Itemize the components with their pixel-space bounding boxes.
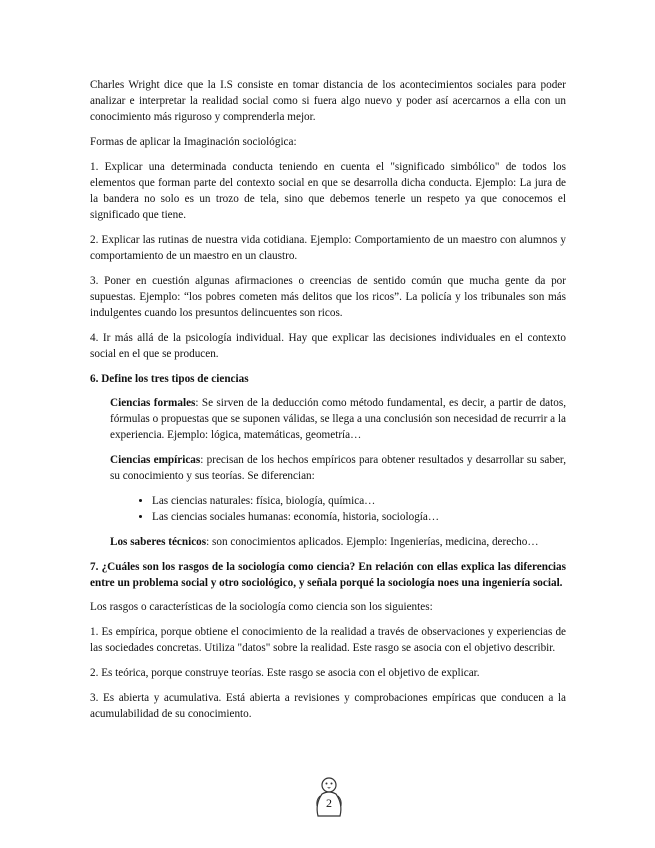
ciencias-empiricas-paragraph <box>110 452 566 484</box>
forma-item-1: 1. Explicar una determinada conducta teniendo en cuenta el "significado simbólico" de todos los elementos que forman parte del contexto social en que se desarrolla dicha conducta. Ejemplo: La jura de la bandera no solo es un trozo de tela, sino que debemos tenerle un respeto ya que conocemos el significado que tiene. <box>90 161 566 221</box>
intro-paragraph: Charles Wright dice que la I.S consiste en tomar distancia de los acontecimientos sociales para poder analizar e interpretar la realidad social como si fuera algo nuevo y poder así acercarnos a ella con un conocimiento más riguroso y comprenderla mejor. <box>90 79 566 123</box>
page-number: 2 <box>326 796 332 810</box>
rasgo-3: 3. Es abierta y acumulativa. Está abierta a revisiones y comprobaciones empíricas que conducen a la acumulabilidad de su conocimiento. <box>90 692 566 720</box>
saberes-tecnicos-paragraph <box>110 534 566 550</box>
forma-item-3: 3. Poner en cuestión algunas afirmaciones o creencias de sentido común que mucha gente da por supuestas. Ejemplo: “los pobres cometen más delitos que los ricos”. La policía y los tribunales son más indulgentes cuando los presuntos delincuentes son ricos. <box>90 275 566 319</box>
ciencias-formales-paragraph <box>110 395 566 443</box>
forma-item-4: 4. Ir más allá de la psicología individual. Hay que explicar las decisiones individuales en el contexto social en el que se producen. <box>90 332 566 360</box>
ciencias-empiricas-term: Ciencias empíricas <box>110 454 201 466</box>
document-body <box>90 77 566 731</box>
ciencias-formales-term: Ciencias formales <box>110 397 196 409</box>
formas-heading: Formas de aplicar la Imaginación sociológica: <box>90 136 297 148</box>
rasgo-1: 1. Es empírica, porque obtiene el conocimiento de la realidad a través de observaciones y experiencias de las sociedades concretas. Utiliza "datos" sobre la realidad. Este rasgo se asocia con el objetivo describir. <box>90 626 566 654</box>
list-item: • Las ciencias sociales humanas: economía, historia, sociología… <box>152 509 566 525</box>
page-footer <box>312 776 346 818</box>
ciencias-formales-text: : Se sirven de la deducción como método fundamental, es decir, a partir de datos, fórmulas o propuestas que se suponen válidas, se llega a una conclusión son necesidad de recurrir a la experiencia. Ejemplo: lógica, matemáticas, geometría… <box>110 397 566 441</box>
ciencias-list <box>130 493 566 525</box>
question-7-heading: 7. ¿Cuáles son los rasgos de la sociología como ciencia? En relación con ellas explica las diferencias entre un problema social y otro sociológico, y señala porqué la sociología noes una ingeniería social. <box>90 561 566 589</box>
saberes-tecnicos-text: : son conocimientos aplicados. Ejemplo: Ingenierías, medicina, derecho… <box>206 536 539 548</box>
question-6-heading: 6. Define los tres tipos de ciencias <box>90 373 249 385</box>
forma-item-2: 2. Explicar las rutinas de nuestra vida cotidiana. Ejemplo: Comportamiento de un maestro con alumnos y comportamiento de un maestro en un claustro. <box>90 234 566 262</box>
list-item: • Las ciencias naturales: física, biología, química… <box>152 493 566 509</box>
saberes-tecnicos-term: Los saberes técnicos <box>110 536 207 548</box>
rasgos-intro: Los rasgos o características de la sociología como ciencia son los siguientes: <box>90 601 433 613</box>
rasgo-2: 2. Es teórica, porque construye teorías. Este rasgo se asocia con el objetivo de explicar. <box>90 667 480 679</box>
ciencias-empiricas-text: : precisan de los hechos empíricos para obtener resultados y desarrollar su saber, su conocimiento y sus teorías. Se diferencian: <box>110 454 566 482</box>
